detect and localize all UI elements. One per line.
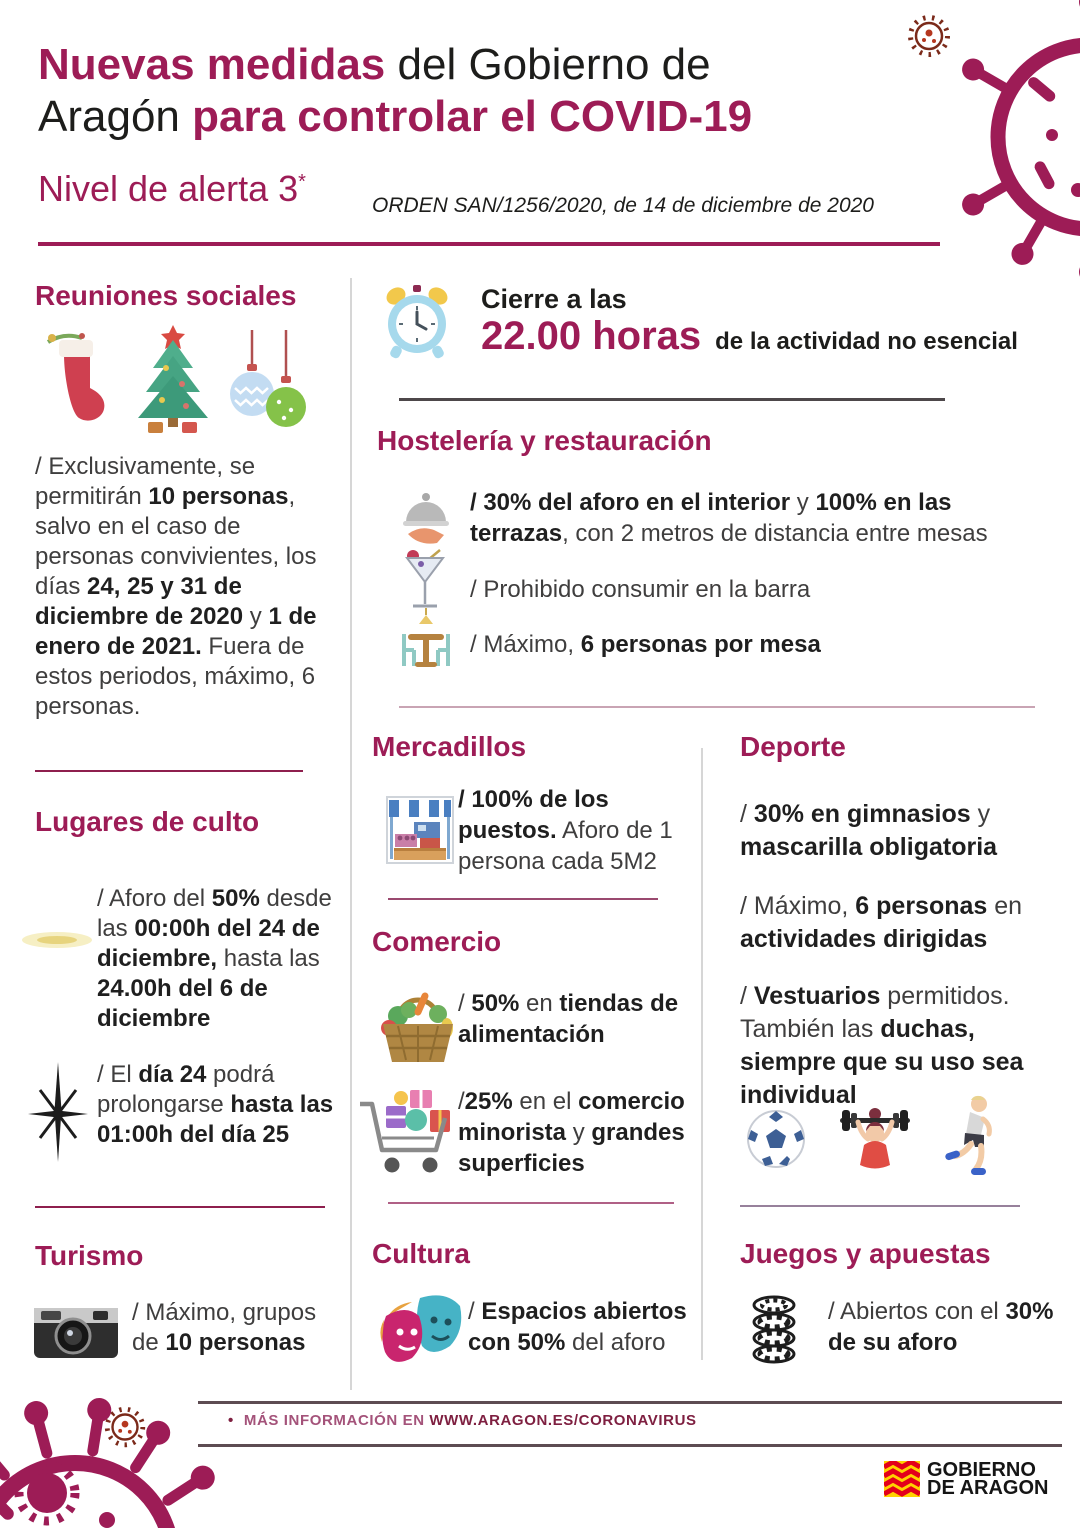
text-run: 30% en gimnasios	[753, 800, 971, 828]
text-run: 24, 25 y 31 de diciembre de 2020	[35, 573, 244, 630]
virus-outline-small-icon	[903, 10, 955, 62]
poker-chips-icon	[750, 1292, 798, 1364]
text-run: /	[740, 982, 754, 1010]
alarm-clock-icon	[382, 280, 452, 362]
hosteleria-text-3	[470, 629, 1038, 660]
page-title-line1	[38, 40, 711, 90]
text-run: / Máximo,	[740, 892, 856, 920]
text-run: / 30% del aforo en el interior	[470, 489, 791, 516]
hosteleria-divider	[399, 706, 1035, 708]
text-run: / Máximo, grupos de	[132, 1299, 317, 1356]
deporte-text-2	[740, 890, 1040, 956]
closure-line2	[481, 314, 1018, 359]
text-run: / Exclusivamente, se permitirán	[35, 453, 256, 510]
text-run: Espacios abiertos con 50%	[468, 1298, 687, 1356]
soccer-ball-icon	[745, 1108, 807, 1170]
section-title: Lugares de culto	[35, 806, 260, 837]
closure-tail: de la actividad no esencial	[715, 328, 1018, 355]
section-title: Turismo	[35, 1240, 144, 1271]
footer-info	[228, 1412, 697, 1429]
text-run: y	[970, 800, 991, 828]
text-run: /	[458, 1088, 465, 1115]
text-run: 25%	[464, 1088, 513, 1115]
text-run: permitidos. También las	[740, 982, 1010, 1043]
text-run: para controlar el COVID-19	[192, 92, 753, 141]
page-title-line2	[38, 92, 752, 142]
left-divider-1	[35, 770, 303, 772]
cultura-text	[468, 1296, 698, 1358]
text-run: en	[519, 990, 560, 1017]
text-run: en el	[512, 1088, 579, 1115]
section-title: Juegos y apuestas	[740, 1238, 991, 1269]
text-run: desde las	[97, 885, 332, 942]
alert-asterisk: *	[298, 171, 306, 193]
logo-line1: GOBIERNO	[927, 1459, 1036, 1481]
text-run: grandes superficies	[458, 1119, 685, 1177]
comercio-divider	[388, 1202, 674, 1204]
text-run: 50%	[471, 990, 520, 1017]
text-run: actividades dirigidas	[740, 925, 988, 953]
text-run: podrá prolongarse	[97, 1061, 275, 1118]
christmas-stocking-icon	[42, 328, 106, 428]
closure-time: 22.00 horas	[481, 314, 702, 358]
text-run: en	[987, 892, 1023, 920]
section-title: Cultura	[372, 1238, 470, 1269]
text-run: comercio minorista	[458, 1088, 685, 1146]
turismo-text	[132, 1298, 347, 1358]
section-title: Reuniones sociales	[35, 280, 297, 311]
order-reference: ORDEN SAN/1256/2020, de 14 de diciembre de 2020	[372, 194, 874, 217]
ornaments-icon	[228, 330, 306, 434]
text-run: 50%	[211, 885, 260, 912]
text-run: duchas, siempre que su uso sea individual	[740, 1015, 1024, 1109]
mercadillos-divider	[388, 898, 658, 900]
text-run: hasta las	[217, 945, 320, 972]
text-run: 10 personas	[148, 483, 289, 510]
mid-column-divider	[701, 748, 703, 1360]
text-run: hasta las 01:00h del día 25	[97, 1091, 334, 1148]
weightlifter-icon	[838, 1100, 912, 1176]
shopping-cart-icon	[356, 1082, 464, 1180]
text-run: 10 personas	[165, 1329, 306, 1356]
text-run: del Gobierno de	[385, 40, 711, 89]
logo-line2: DE ARAGON	[927, 1477, 1049, 1499]
comercio-text-2	[458, 1086, 720, 1179]
text-run: /	[458, 990, 472, 1017]
footer-divider-bottom	[198, 1444, 1062, 1447]
text-run: , con 2 metros de distancia entre mesas	[562, 520, 988, 547]
text-run: Vestuarios	[753, 982, 881, 1010]
juegos-text	[828, 1296, 1068, 1358]
bullet-icon: •	[228, 1412, 234, 1429]
hosteleria-text-1	[470, 487, 1038, 549]
text-run: /	[740, 800, 754, 828]
text-run: y	[243, 603, 269, 630]
aragon-flag-icon	[884, 1461, 920, 1497]
text-run: y	[566, 1119, 592, 1146]
culto-text-1	[97, 884, 345, 1034]
alert-level-text: Nivel de alerta 3	[38, 168, 299, 209]
text-run: 1 de enero de 2021.	[35, 603, 317, 660]
hosteleria-text-2	[470, 574, 1038, 605]
banner-divider	[399, 398, 945, 401]
footer-divider-top	[198, 1401, 1062, 1404]
text-run: día 24	[138, 1061, 207, 1088]
footer-info-label: MÁS INFORMACIÓN EN	[243, 1412, 430, 1429]
text-run: 24.00h del 6 de diciembre	[97, 975, 268, 1032]
cocktail-icon	[404, 548, 448, 614]
market-stall-icon	[384, 794, 456, 866]
text-run: Nuevas medidas	[38, 40, 386, 89]
candle-glow-icon	[20, 920, 94, 960]
reuniones-text	[35, 452, 340, 722]
section-title: Hostelería y restauración	[377, 425, 712, 456]
text-run: y	[790, 489, 816, 516]
left-column-divider	[350, 278, 352, 1390]
text-run: , salvo en el caso de personas convivientes, los días	[35, 483, 317, 600]
section-title: Deporte	[740, 731, 846, 762]
text-run: /	[468, 1298, 482, 1325]
deporte-text-3	[740, 980, 1048, 1112]
table-chairs-icon	[394, 608, 458, 672]
text-run: 100% en las terrazas	[470, 489, 952, 547]
runner-icon	[943, 1092, 1001, 1180]
section-title: Mercadillos	[372, 731, 527, 762]
text-run: 6 personas por mesa	[580, 631, 821, 658]
text-run: mascarilla obligatoria	[740, 833, 998, 861]
culto-text-2	[97, 1060, 345, 1150]
text-run: / El	[97, 1061, 139, 1088]
footer-info-url: WWW.ARAGON.ES/CORONAVIRUS	[429, 1412, 697, 1429]
text-run: 30% de su aforo	[828, 1298, 1054, 1356]
comercio-text-1	[458, 988, 718, 1050]
text-run: tiendas de alimentación	[458, 990, 679, 1048]
text-run: / 100% de los puestos.	[458, 786, 609, 844]
alert-level	[38, 168, 306, 210]
text-run: / Prohibido consumir en la barra	[470, 576, 811, 603]
text-run: / Aforo del	[97, 885, 212, 912]
camera-icon	[33, 1298, 119, 1360]
text-run: Fuera de estos periodos, máximo, 6 personas.	[35, 633, 316, 720]
text-run: 6 personas	[855, 892, 988, 920]
text-run: / Abiertos con el	[828, 1298, 1006, 1325]
header-divider	[38, 242, 940, 246]
christmas-tree-icon	[130, 322, 216, 434]
text-run: Aragón	[38, 92, 193, 141]
closure-intro: Cierre a las	[481, 284, 627, 314]
deporte-text-1	[740, 798, 1035, 864]
bethlehem-star-icon	[28, 1062, 88, 1162]
section-title: Comercio	[372, 926, 502, 957]
text-run: del aforo	[565, 1329, 666, 1356]
cloche-icon	[398, 488, 454, 544]
left-divider-2	[35, 1206, 325, 1208]
text-run: 00:00h del 24 de diciembre,	[97, 915, 320, 972]
theater-masks-icon	[376, 1292, 464, 1370]
food-basket-icon	[376, 984, 460, 1064]
virus-outline-small-icon	[100, 1402, 150, 1452]
text-run: Aforo de 1 persona cada 5M2	[458, 817, 673, 875]
mercadillos-text	[458, 784, 698, 877]
text-run: / Máximo,	[470, 631, 581, 658]
gobierno-aragon-logo	[884, 1461, 1048, 1497]
deporte-divider	[740, 1205, 1020, 1207]
